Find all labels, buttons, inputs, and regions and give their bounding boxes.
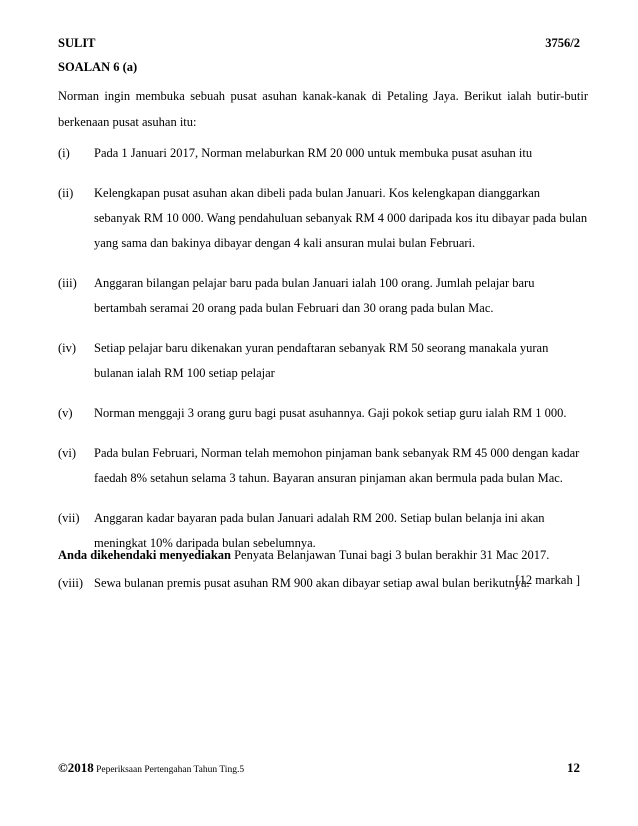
item-number: (vii) (58, 511, 80, 525)
paper-code: 3756/2 (545, 36, 580, 50)
item-text: Pada bulan Februari, Norman telah memohon pinjaman bank sebanyak RM 45 000 dengan kadar faedah 8% setahun selama 3 tahun. Bayaran ansuran pinjaman akan bermula pada bulan Mac. (94, 446, 580, 485)
item-text: Norman menggaji 3 orang guru bagi pusat asuhannya. Gaji pokok setiap guru ialah RM 1 000. (94, 406, 567, 420)
item-text: Anggaran kadar bayaran pada bulan Januari adalah RM 200. Setiap bulan belanja ini akan meningkat 10% daripada bulan sebelumnya. (94, 511, 545, 550)
item-number: (i) (58, 146, 70, 160)
page-header (58, 36, 580, 51)
list-item (58, 571, 588, 596)
exam-name: Peperiksaan Pertengahan Tahun Ting.5 (93, 765, 245, 775)
item-text: Sewa bulanan premis pusat asuhan RM 900 akan dibayar setiap awal bulan berikutnya. (94, 576, 530, 590)
task-instruction (58, 545, 588, 565)
list-item (58, 401, 588, 426)
item-text: Setiap pelajar baru dikenakan yuran pendaftaran sebanyak RM 50 seorang manakala yuran bulanan ialah RM 100 setiap pelajar (94, 341, 549, 380)
task-text: Penyata Belanjawan Tunai bagi 3 bulan berakhir 31 Mac 2017. (230, 548, 550, 562)
item-number: (v) (58, 406, 73, 420)
item-list (58, 141, 588, 596)
page-footer (58, 760, 580, 776)
copyright-year: ©2018 (58, 760, 94, 775)
list-item (58, 271, 588, 321)
footer-left (58, 760, 244, 776)
marks-label: [12 markah ] (515, 573, 580, 587)
task-bold-text: Anda dikehendaki menyediakan (58, 548, 231, 562)
item-text: Anggaran bilangan pelajar baru pada bulan Januari ialah 100 orang. Jumlah pelajar baru bertambah seramai 20 orang pada bulan Februari dan 30 orang pada bulan Mac. (94, 276, 535, 315)
item-text: Kelengkapan pusat asuhan akan dibeli pada bulan Januari. Kos kelengkapan dianggarkan sebanyak RM 10 000. Wang pendahuluan sebanyak RM 4 000 daripada kos itu dibayar pada bulan yang sama dan bakinya dibayar dengan 4 kali ansuran mulai bulan Februari. (94, 186, 588, 250)
list-item (58, 441, 588, 491)
question-intro: Norman ingin membuka sebuah pusat asuhan kanak-kanak di Petaling Jaya. Berikut ialah butir-butir berkenaan pusat asuhan itu: (58, 89, 588, 129)
item-number: (iii) (58, 276, 77, 290)
question-title: SOALAN 6 (a) (58, 60, 138, 74)
item-number: (ii) (58, 186, 74, 200)
item-number: (viii) (58, 576, 83, 590)
confidential-label: SULIT (58, 36, 96, 50)
page-number: 12 (567, 760, 580, 775)
list-item (58, 181, 588, 256)
item-number: (vi) (58, 446, 77, 460)
item-text: Pada 1 Januari 2017, Norman melaburkan RM 20 000 untuk membuka pusat asuhan itu (94, 146, 533, 160)
list-item (58, 336, 588, 386)
item-number: (iv) (58, 341, 77, 355)
list-item (58, 141, 588, 166)
